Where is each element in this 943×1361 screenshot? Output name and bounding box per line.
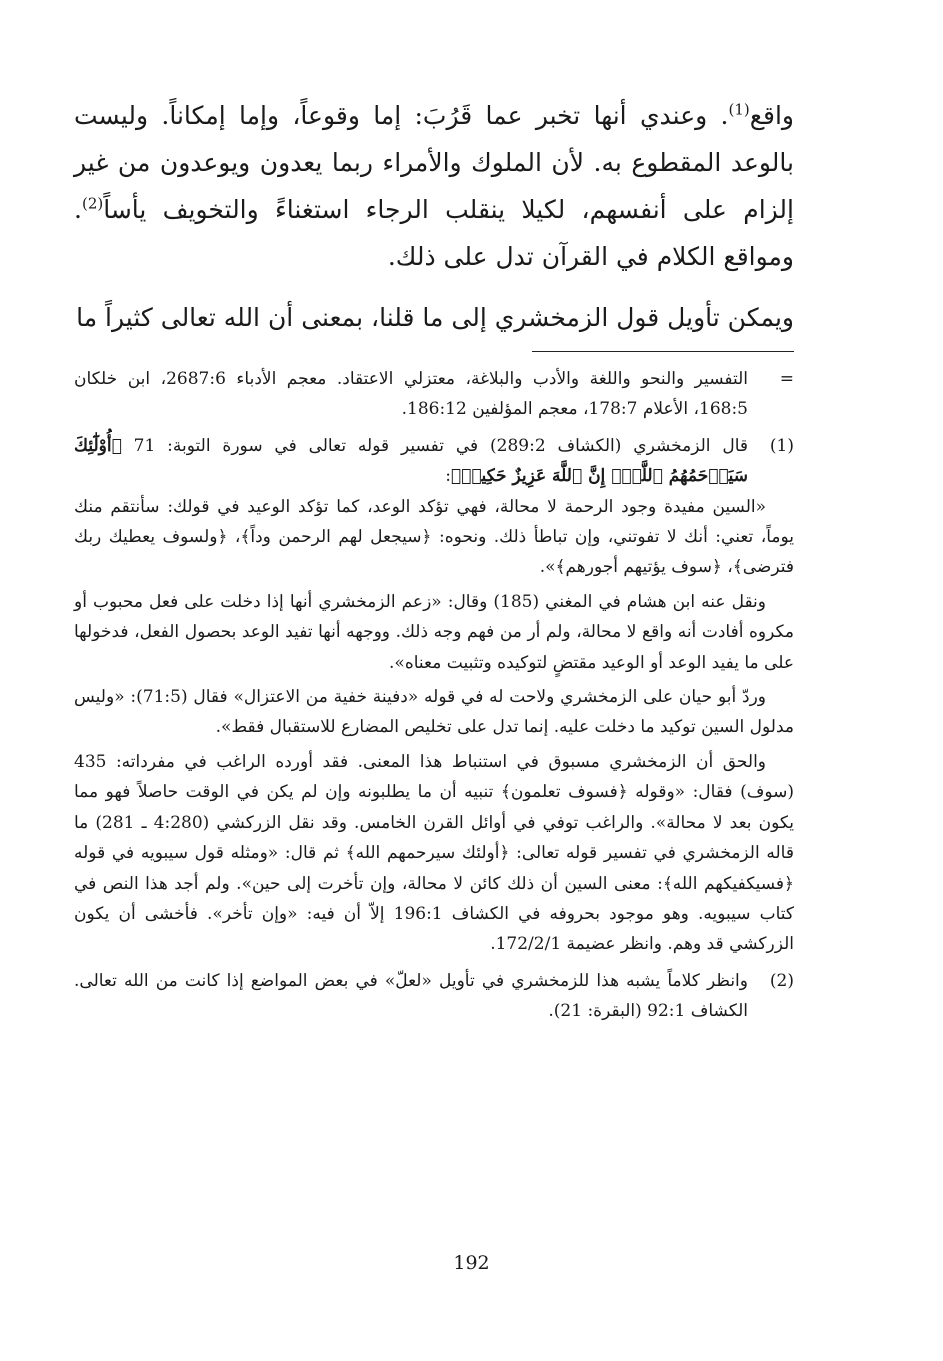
main-paragraph-1 (74, 92, 794, 280)
footnote-1-para-3: وردّ أبو حيان على الزمخشري ولاحت له في قوله «دفينة خفية من الاعتزال» فقال (71:5): «وليس مدلول السين توكيد ما دخلت عليه. إنما تدل على تخليص المضارع للاستقبال فقط». (74, 687, 794, 738)
footnote-2-text: وانظر كلاماً يشبه هذا للزمخشري في تأويل «لعلّ» في بعض المواضع إذا كانت من الله تعالى. الكشاف 92:1 (البقرة: 21). (74, 970, 748, 1022)
footnote-ref-2: (2) (81, 194, 104, 213)
footnote-2 (74, 966, 794, 1027)
footnote-separator (532, 351, 794, 352)
footnotes-section (74, 364, 794, 1027)
footnote-1 (74, 431, 794, 492)
footnote-1-para-1: «السين مفيدة وجود الرحمة لا محالة، فهي تؤكد الوعد، كما تؤكد الوعيد في قولك: سأنتقم منك يوماً، تعني: أنك لا تفوتني، وإن تباطأ ذلك. ونحوه: ﴿سيجعل لهم الرحمن وداً﴾، ﴿ولسوف يعطيك ربك فترضى﴾، ﴿سوف يؤتيهم أجورهم﴾». (74, 496, 794, 578)
main-paragraph-2: ويمكن تأويل قول الزمخشري إلى ما قلنا، بمعنى أن الله تعالى كثيراً ما (76, 303, 794, 332)
footnote-continuation (74, 364, 794, 425)
footnote-continuation-marker: = (779, 369, 794, 389)
main-text-part-c: . ومواقع الكلام في القرآن تدل على ذلك. (74, 195, 794, 271)
main-text-part-a: واقع (749, 101, 794, 130)
footnote-1-para-4: والحق أن الزمخشري مسبوق في استنباط هذا المعنى. فقد أورده الراغب في مفرداته: 435 (سوف) فقال: «وقوله ﴿فسوف تعلمون﴾ تنبيه أن ما يطلبونه وإن لم يكن في الوقت حاصلاً فهو مما يكون بعد لا محالة». والراغب توفي في أوائل القرن الخامس. وقد نقل الزركشي (4:280 ـ 281) ما قاله الزمخشري في تفسير قوله تعالى: ﴿أولئك سيرحمهم الله﴾ ثم قال: «ومثله قول سيبويه في قوله ﴿فسيكفيكهم الله﴾: معنى السين أن ذلك كائن لا محالة، وإن تأخرت إلى حين». ولم أجد هذا النص في كتاب سيبويه. وهو موجود بحروفه في الكشاف 196:1 إلاّ أن فيه: «وإن تأخر». فأخشى أن يكون الزركشي قد وهم. وانظر عضيمة 172/2/1. (74, 751, 794, 955)
footnote-1-intro-colon: : (445, 466, 451, 487)
footnote-1-intro-text: قال الزمخشري (الكشاف 289:2) في تفسير قوله تعالى في سورة التوبة: 71 (133, 435, 748, 456)
page-body (74, 92, 794, 1027)
footnote-2-marker: (2) (769, 970, 794, 991)
quran-verse: ﴿أُوْلَٰٓئِكَ سَيَرۡحَمُهُمُ ٱللَّهُۗ إِنَّ ٱللَّهَ عَزِيزٌ حَكِيمٞ﴾ (74, 435, 748, 487)
footnote-1-intro (74, 431, 748, 492)
footnote-1-marker: (1) (769, 435, 794, 456)
footnote-continuation-text: التفسير والنحو واللغة والأدب والبلاغة، معتزلي الاعتقاد. معجم الأدباء 2687:6، ابن خلكان 168:5، الأعلام 178:7، معجم المؤلفين 186:12. (74, 369, 748, 420)
footnote-ref-1: (1) (728, 100, 750, 119)
footnote-1-para-2: ونقل عنه ابن هشام في المغني (185) وقال: «زعم الزمخشري أنها إذا دخلت على فعل محبوب أو مكروه أفادت أنه واقع لا محالة، ولم أر من فهم وجه ذلك. ووجهه أنها تفيد الوعد بحصول الفعل، فدخولها على ما يفيد الوعد أو الوعيد مقتضٍ لتوكيده وتثبيت معناه». (74, 591, 794, 673)
page-number: 192 (453, 1252, 490, 1274)
main-text-part-b: . وعندي أنها تخبر عما قَرُبَ: إما وقوعاً، وإما إمكاناً. وليست بالوعد المقطوع به. لأن الملوك والأمراء ربما يعدون ويوعدون من غير إلزام على أنفسهم، لكيلا ينقلب الرجاء استغناءً والتخويف يأساً (74, 101, 794, 224)
